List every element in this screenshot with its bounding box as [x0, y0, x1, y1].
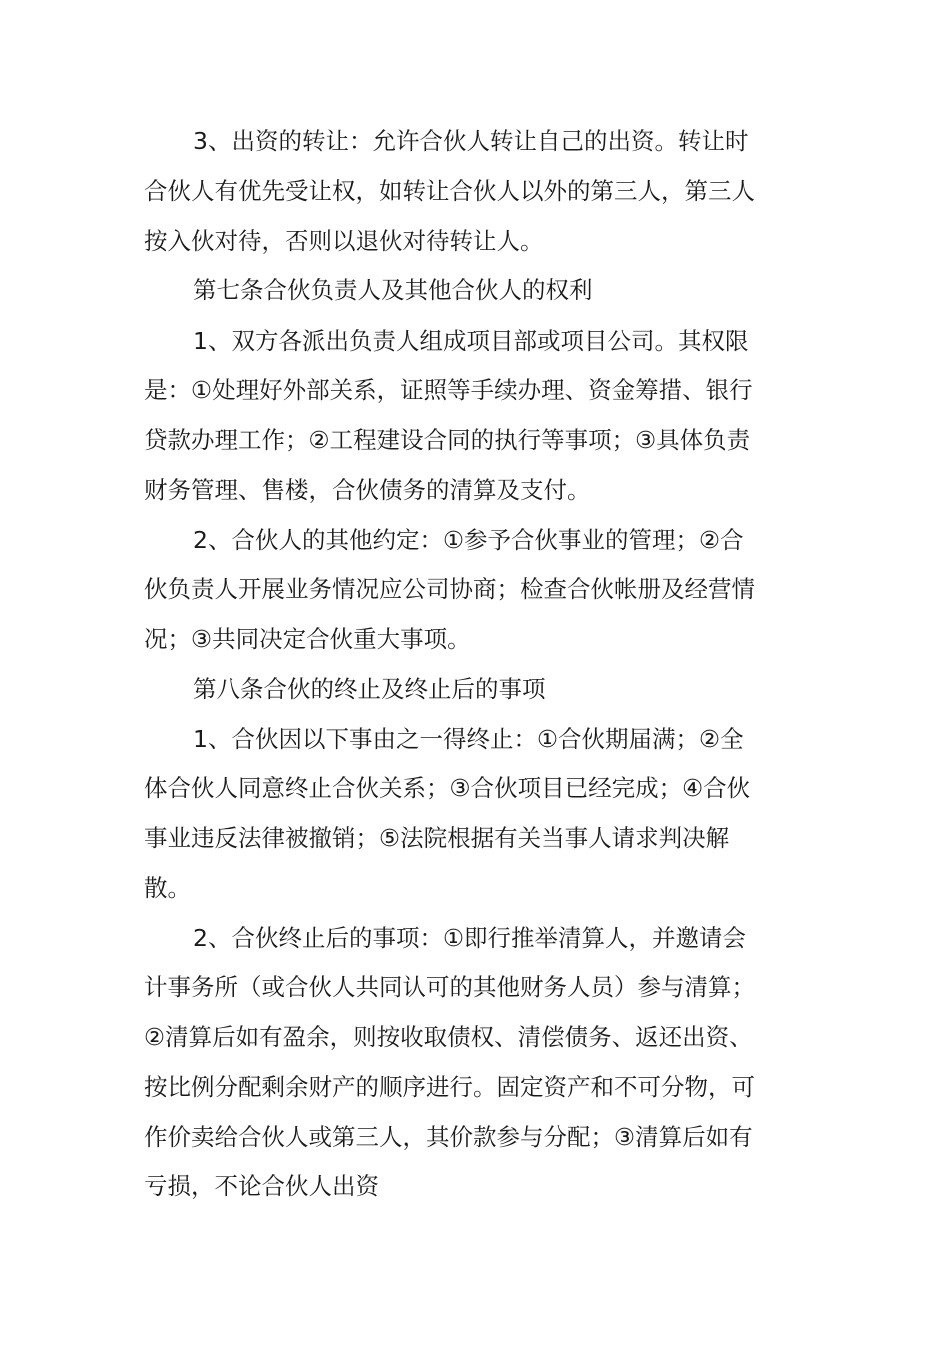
paragraph-line: [0, 1017, 950, 1057]
paragraph-line: [0, 619, 950, 659]
paragraph-line: [0, 520, 950, 560]
paragraph-text: 计事务所（或合伙人共同认可的其他财务人员）参与清算；: [144, 973, 755, 1001]
paragraph-line: [0, 1067, 950, 1107]
paragraph-line: [0, 1166, 950, 1206]
paragraph-line: [0, 1117, 950, 1157]
paragraph-line: [0, 868, 950, 908]
paragraph-line: [0, 221, 950, 261]
paragraph-line: [0, 768, 950, 808]
paragraph-text: 2、合伙人的其他约定：①参予合伙事业的管理；②合: [193, 526, 744, 554]
paragraph-text: ②清算后如有盈余，则按收取债权、清偿债务、返还出资、: [144, 1023, 753, 1051]
paragraph-text: 财务管理、售楼，合伙债务的清算及支付。: [144, 476, 591, 504]
paragraph-text: 3、出资的转让：允许合伙人转让自己的出资。转让时: [193, 127, 749, 155]
paragraph-text: 况；③共同决定合伙重大事项。: [144, 625, 471, 653]
paragraph-text: 体合伙人同意终止合伙关系；③合伙项目已经完成；④合伙: [144, 774, 751, 802]
paragraph-line: [0, 121, 950, 161]
paragraph-line: [0, 967, 950, 1007]
paragraph-text: 亏损，不论合伙人出资: [144, 1172, 379, 1200]
paragraph-text: 2、合伙终止后的事项：①即行推举清算人，并邀请会: [193, 924, 747, 952]
paragraph-text: 按比例分配剩余财产的顺序进行。固定资产和不可分物，可: [144, 1073, 755, 1101]
paragraph-text: 合伙人有优先受让权，如转让合伙人以外的第三人，第三人: [144, 177, 755, 205]
paragraph-line: [0, 918, 950, 958]
paragraph-text: 作价卖给合伙人或第三人，其价款参与分配；③清算后如有: [144, 1123, 753, 1151]
paragraph-line: [0, 719, 950, 759]
paragraph-line: [0, 818, 950, 858]
paragraph-line: [0, 321, 950, 361]
paragraph-text: 是：①处理好外部关系，证照等手续办理、资金筹措、银行: [144, 376, 753, 404]
paragraph-text: 贷款办理工作；②工程建设合同的执行等事项；③具体负责: [144, 426, 751, 454]
paragraph-text: 事业违反法律被撤销；⑤法院根据有关当事人请求判决解: [144, 824, 730, 852]
paragraph-text: 散。: [144, 874, 191, 902]
paragraph-line: [0, 470, 950, 510]
paragraph-line: [0, 420, 950, 460]
section-heading: [0, 669, 950, 709]
section-heading-text: 第七条合伙负责人及其他合伙人的权利: [193, 276, 593, 304]
paragraph-text: 1、双方各派出负责人组成项目部或项目公司。其权限: [193, 327, 749, 355]
paragraph-line: [0, 171, 950, 211]
paragraph-line: [0, 569, 950, 609]
paragraph-line: [0, 370, 950, 410]
paragraph-text: 1、合伙因以下事由之一得终止：①合伙期届满；②全: [193, 725, 744, 753]
paragraph-text: 伙负责人开展业务情况应公司协商；检查合伙帐册及经营情: [144, 575, 755, 603]
paragraph-text: 按入伙对待，否则以退伙对待转让人。: [144, 227, 544, 255]
section-heading-text: 第八条合伙的终止及终止后的事项: [193, 675, 546, 703]
section-heading: [0, 270, 950, 310]
